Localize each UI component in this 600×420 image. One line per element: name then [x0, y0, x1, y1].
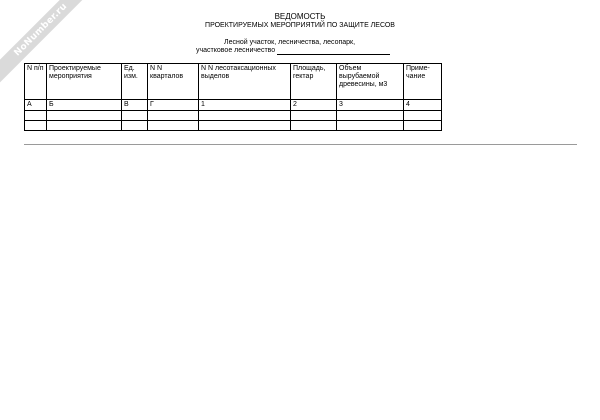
table-row — [25, 121, 442, 131]
empty-cell — [122, 121, 148, 131]
watermark-text: NoNumber.ru — [12, 1, 70, 59]
empty-cell — [122, 111, 148, 121]
document-title: ВЕДОМОСТЬ — [274, 12, 326, 21]
header-cell-unit: Ед. изм. — [122, 64, 148, 100]
header-cell-area: Площадь, гектар — [291, 64, 337, 100]
code-cell: 2 — [291, 100, 337, 111]
empty-cell — [337, 111, 404, 121]
empty-cell — [404, 111, 442, 121]
empty-cell — [47, 121, 122, 131]
empty-cell — [148, 121, 199, 131]
code-cell: Б — [47, 100, 122, 111]
code-cell: Г — [148, 100, 199, 111]
table-header-row — [25, 64, 442, 100]
code-cell: 4 — [404, 100, 442, 111]
code-cell: А — [25, 100, 47, 111]
document-subtitle: ПРОЕКТИРУЕМЫХ МЕРОПРИЯТИЙ ПО ЗАЩИТЕ ЛЕСОВ — [205, 22, 395, 29]
code-cell: 1 — [199, 100, 291, 111]
empty-cell — [148, 111, 199, 121]
empty-cell — [25, 111, 47, 121]
empty-cell — [291, 121, 337, 131]
empty-cell — [47, 111, 122, 121]
empty-cell — [199, 111, 291, 121]
empty-cell — [199, 121, 291, 131]
header-cell-plots: N N лесотаксационных выделов — [199, 64, 291, 100]
district-line — [196, 46, 390, 55]
header-cell-quarters: N N кварталов — [148, 64, 199, 100]
measures-table — [24, 63, 442, 131]
table-row — [25, 111, 442, 121]
empty-cell — [337, 121, 404, 131]
district-blank-field — [277, 47, 390, 55]
header-cell-measures: Проектируемые мероприятия — [47, 64, 122, 100]
location-line: Лесной участок, лесничества, лесопарк, — [224, 39, 356, 46]
header-cell-number: N п/п — [25, 64, 47, 100]
horizontal-divider — [24, 144, 577, 145]
district-label: участковое лесничество — [196, 47, 276, 54]
code-cell: 3 — [337, 100, 404, 111]
code-cell: В — [122, 100, 148, 111]
table-code-row — [25, 100, 442, 111]
header-cell-volume: Объем вырубаемой древесины, м3 — [337, 64, 404, 100]
header-cell-note: Приме-чание — [404, 64, 442, 100]
empty-cell — [404, 121, 442, 131]
empty-cell — [25, 121, 47, 131]
empty-cell — [291, 111, 337, 121]
